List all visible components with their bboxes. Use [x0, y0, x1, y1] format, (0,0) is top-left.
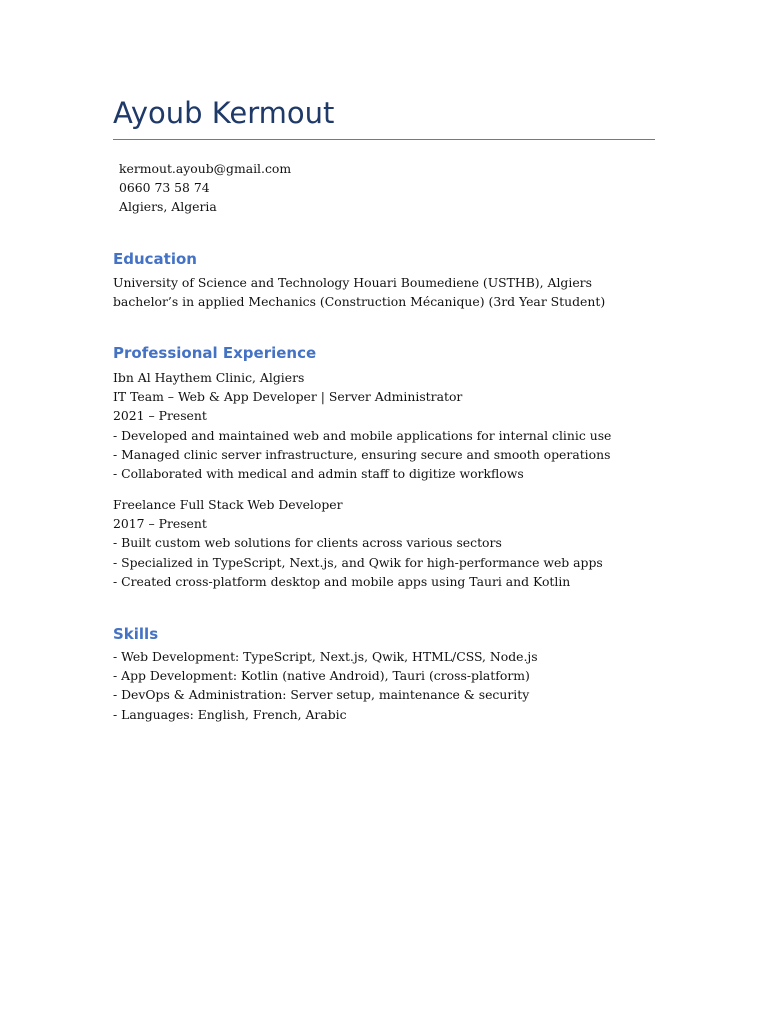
contact-email: kermout.ayoub@gmail.com: [119, 161, 292, 176]
job-title: IT Team – Web & App Developer | Server Administrator: [113, 389, 463, 405]
job-title: Freelance Full Stack Web Developer: [113, 497, 343, 512]
job-bullet: - Specialized in TypeScript, Next.js, and Qwik for high-performance web apps: [113, 554, 603, 570]
education-heading: Education: [113, 250, 197, 268]
education-block: [113, 273, 605, 311]
job-bullet: - Managed clinic server infrastructure, ensuring secure and smooth operations: [113, 446, 611, 462]
experience-job-2: [113, 495, 603, 591]
education-line: University of Science and Technology Houari Boumediene (USTHB), Algiers: [113, 275, 592, 290]
contact-block: [119, 159, 291, 217]
skills-heading: Skills: [113, 625, 159, 643]
experience-job-1: [113, 368, 611, 483]
job-bullet: - Created cross-platform desktop and mobile apps using Tauri and Kotlin: [113, 573, 571, 589]
skill-line: - Languages: English, French, Arabic: [113, 706, 347, 722]
skill-line: - DevOps & Administration: Server setup, maintenance & security: [113, 687, 530, 703]
job-employer: Ibn Al Haythem Clinic, Algiers: [113, 370, 305, 385]
job-bullet: - Developed and maintained web and mobile applications for internal clinic use: [113, 427, 612, 443]
name-divider: [113, 139, 655, 140]
job-dates: 2021 – Present: [113, 408, 207, 424]
contact-location: Algiers, Algeria: [119, 199, 217, 215]
education-line: bachelor’s in applied Mechanics (Construction Mécanique) (3rd Year Student): [113, 294, 606, 310]
experience-heading: Professional Experience: [113, 344, 317, 362]
job-dates: 2017 – Present: [113, 516, 207, 532]
resume-name: Ayoub Kermout: [113, 96, 335, 130]
skill-line: - Web Development: TypeScript, Next.js, Qwik, HTML/CSS, Node.js: [113, 649, 538, 664]
job-bullet: - Built custom web solutions for clients across various sectors: [113, 535, 502, 551]
skills-block: [113, 647, 538, 724]
skill-line: - App Development: Kotlin (native Android), Tauri (cross-platform): [113, 668, 530, 684]
job-bullet: - Collaborated with medical and admin staff to digitize workflows: [113, 466, 524, 482]
contact-phone: 0660 73 58 74: [119, 180, 210, 196]
